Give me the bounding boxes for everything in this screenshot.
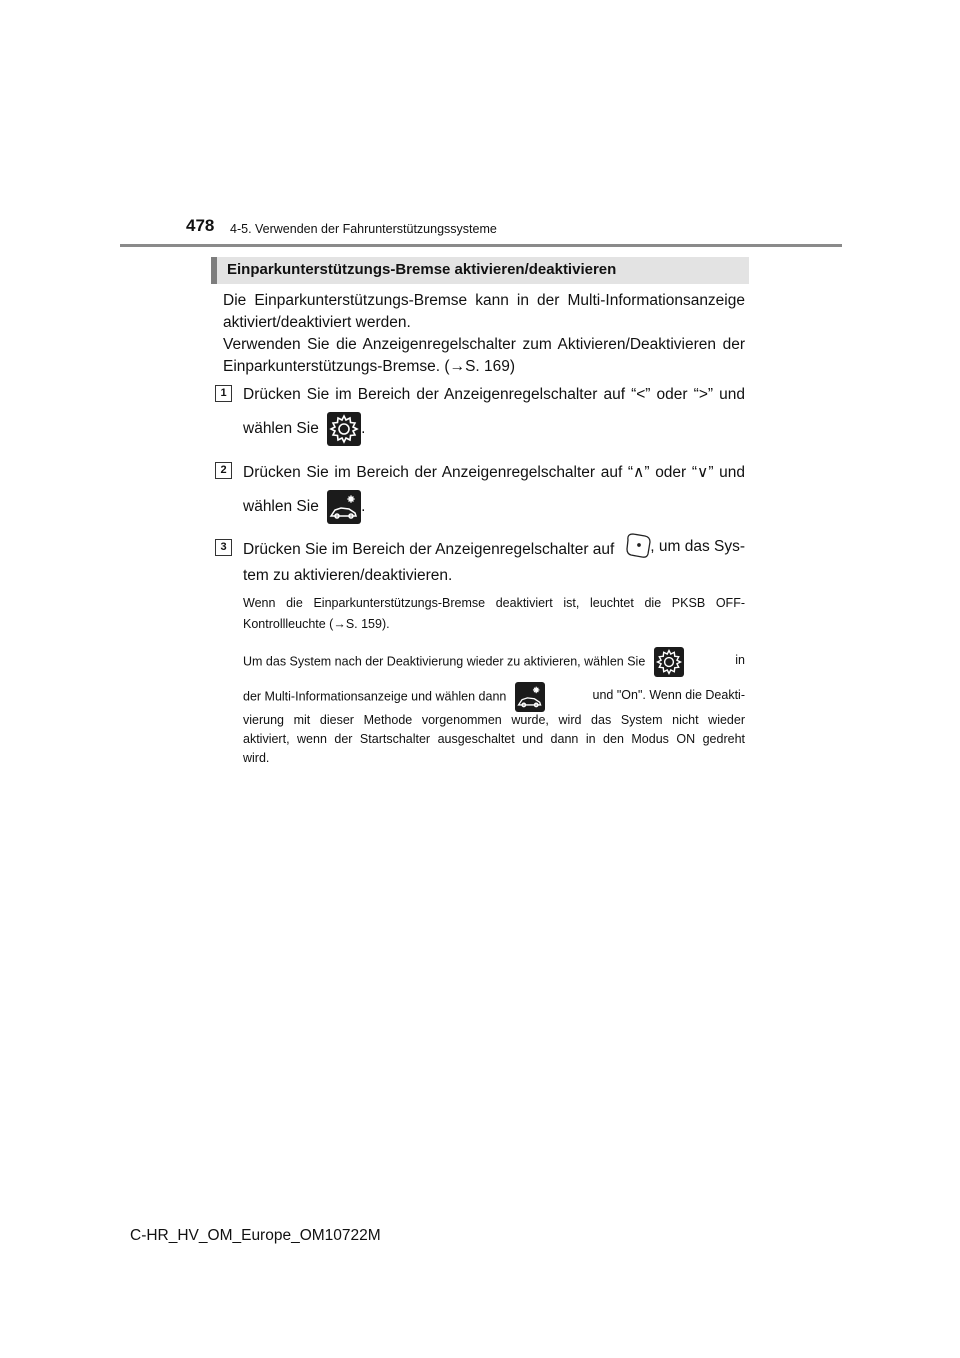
notes (243, 596, 745, 776)
intro-line: Einparkunterstützungs-Bremse. (→S. 169) (223, 358, 516, 375)
chapter-title: 4-5. Verwenden der Fahrunterstützungssysteme (230, 222, 497, 236)
note-text-end: in (735, 653, 745, 667)
step-1 (243, 386, 745, 446)
gear-icon (654, 647, 684, 677)
step-3-line-end: , um das Sys- (650, 538, 745, 555)
step-3-text: Drücken Sie im Bereich der Anzeigenregelschalter auf (243, 541, 615, 559)
note-line: wird. (243, 751, 270, 765)
step-number-1: 1 (215, 385, 232, 402)
intro-paragraph (223, 290, 745, 378)
step-1-text: wählen Sie (243, 420, 319, 438)
intro-line: aktiviert/deaktiviert werden. (223, 314, 411, 331)
step-3-line (243, 538, 657, 562)
page-number: 478 (186, 216, 215, 235)
document-code: C-HR_HV_OM_Europe_OM10722M (130, 1227, 381, 1244)
note-line (243, 647, 745, 677)
section-header (211, 257, 749, 284)
step-1-text-end: . (361, 420, 366, 438)
step-1-line: Drücken Sie im Bereich der Anzeigenregelschalter auf “<” oder “>” und (243, 386, 745, 403)
note-text: Um das System nach der Deaktivierung wieder zu aktivieren, wählen Sie (243, 654, 646, 669)
pksb-car-icon (327, 490, 361, 524)
step-2-text-end: . (361, 498, 366, 516)
section-title: Einparkunterstützungs-Bremse aktivieren/deaktivieren (227, 261, 617, 278)
pksb-car-icon (515, 682, 545, 712)
note-line: vierung mit dieser Methode vorgenommen wurde, wird das System nicht wieder (243, 713, 745, 727)
step-3 (243, 538, 745, 588)
gear-icon (327, 412, 361, 446)
note-line: aktiviert, wenn der Startschalter ausgeschaltet und dann in den Modus ON gedreht (243, 732, 745, 746)
step-2 (243, 463, 745, 525)
step-number-3: 3 (215, 539, 232, 556)
step-number-2: 2 (215, 462, 232, 479)
intro-line: Verwenden Sie die Anzeigenregelschalter zum Aktivieren/Deaktivieren der (223, 336, 745, 353)
step-3-line-2: tem zu aktivieren/deaktivieren. (243, 567, 453, 584)
note-line: Kontrollleuchte (→S. 159). (243, 617, 390, 631)
intro-line: Die Einparkunterstützungs-Bremse kann in der Multi-Informationsanzeige (223, 292, 745, 309)
step-2-line: Drücken Sie im Bereich der Anzeigenregelschalter auf “∧” oder “∨” und (243, 464, 745, 481)
note-line: Wenn die Einparkunterstützungs-Bremse deaktiviert ist, leuchtet die PKSB OFF- (243, 596, 745, 610)
step-2-text: wählen Sie (243, 498, 319, 516)
header-divider (120, 244, 842, 247)
note-text: der Multi-Informationsanzeige und wählen dann (243, 689, 507, 704)
note-text-end: und "On". Wenn die Deakti- (592, 688, 745, 702)
